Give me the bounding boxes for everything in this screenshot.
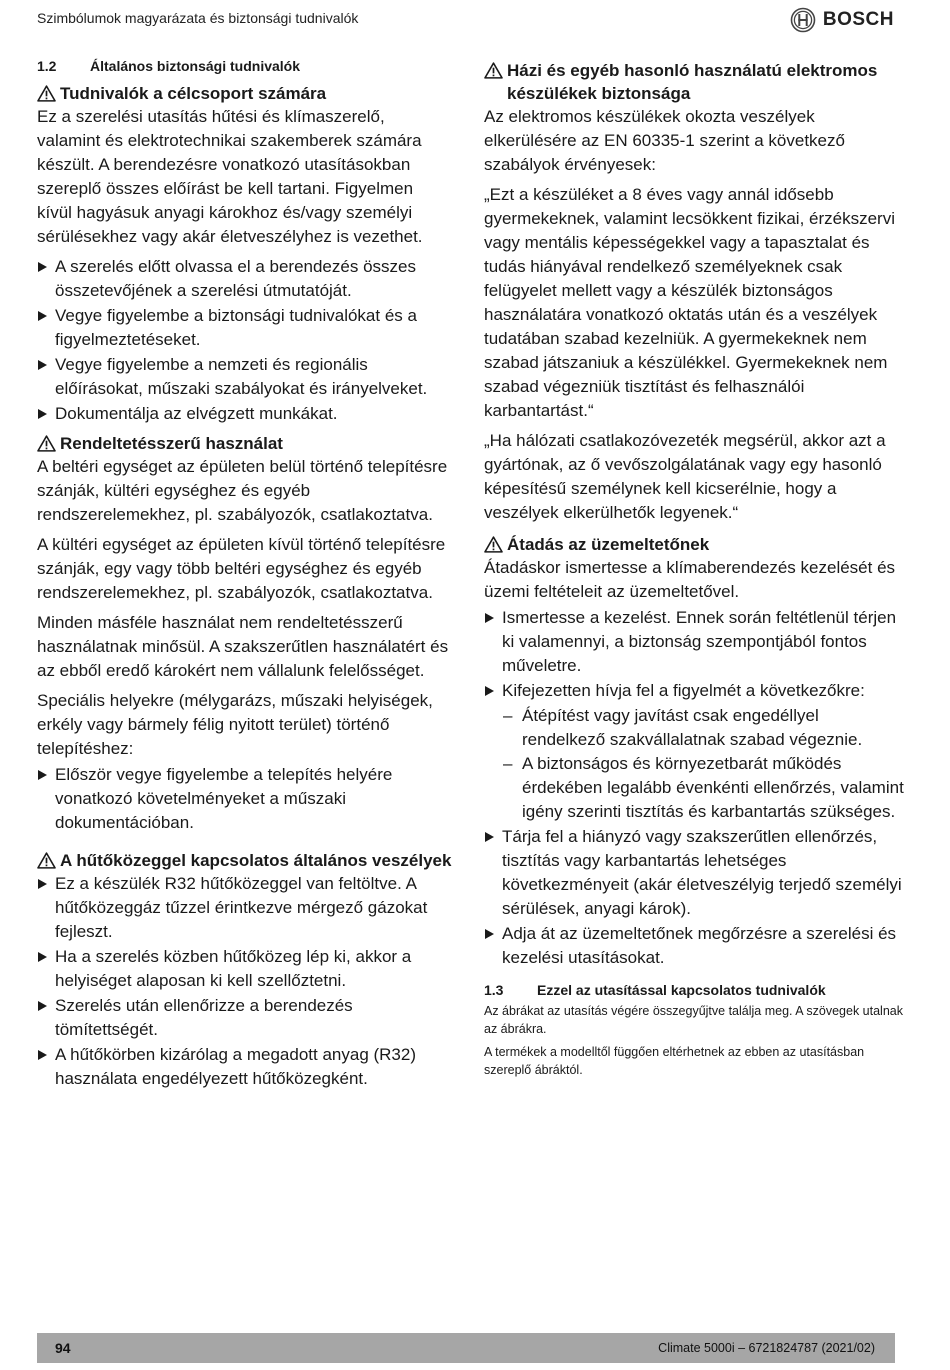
list-item: Adja át az üzemeltetőnek megőrzésre a szerelési és kezelési utasításokat.: [484, 922, 904, 970]
arrow-bullet-icon: [38, 879, 47, 889]
list-item: Vegye figyelembe a nemzeti és regionális előírásokat, műszaki szabályokat és irányelveket.: [37, 353, 452, 401]
arrow-bullet-icon: [38, 1001, 47, 1011]
page-number: 94: [55, 1340, 71, 1356]
arrow-bullet-icon: [38, 1050, 47, 1060]
subheading-intended-use: [37, 432, 452, 455]
list-item: A szerelés előtt olvassa el a berendezés összes összetevőjének a szerelési útmutatóját.: [37, 255, 452, 303]
household-paragraph-1: Az elektromos készülékek okozta veszélyek elkerülésére az EN 60335-1 szerint a következő szabályok érvényesek:: [484, 107, 845, 174]
list-item: Szerelés után ellenőrizze a berendezés tömítettségét.: [37, 994, 452, 1042]
brand: [790, 7, 894, 33]
subheading-text: A hűtőközeggel kapcsolatos általános veszélyek: [60, 851, 452, 870]
document-reference: Climate 5000i – 6721824787 (2021/02): [658, 1341, 875, 1355]
arrow-bullet-icon: [38, 409, 47, 419]
dash-bullet: –: [503, 706, 513, 725]
handover-dash-list: [502, 704, 904, 824]
list-item: Vegye figyelembe a biztonsági tudnivalókat és a figyelmeztetéseket.: [37, 304, 452, 352]
subheading-text: Rendeltetésszerű használat: [60, 434, 283, 453]
subheading-target-group: [37, 82, 452, 105]
arrow-bullet-icon: [38, 360, 47, 370]
refrigerant-list: [37, 872, 452, 1091]
bosch-logo-icon: [790, 7, 816, 33]
list-item: Először vegye figyelembe a telepítés helyére vonatkozó követelményeket a műszaki dokumentációban.: [37, 763, 452, 835]
subheading-text: Házi és egyéb hasonló használatú elektromos készülékek biztonsága: [507, 61, 878, 103]
warning-icon: [37, 85, 60, 105]
warning-icon: [37, 852, 60, 872]
list-item: – A biztonságos és környezetbarát működés érdekében legalább évenkénti ellenőrzés, valamint igény szerinti tisztítás és karbantartás szükséges.: [503, 754, 904, 821]
list-item: Kifejezetten hívja fel a figyelmét a következőkre: – Átépítést vagy javítást csak engedéllyel rendelkező szakvállalatnak szabad végeznie. – A biztonságos és környezetbarát működés érdekében legalább évenkénti ellenőrzés, valamint igény szerinti tisztítás és karbantartás szükséges.: [484, 679, 904, 824]
household-paragraph-3: „Ha hálózati csatlakozóvezeték megsérül, akkor azt a gyártónak, az ő vevőszolgálatának vagy egy hasonló képesítésű személynek kell kicserélnie, hogy a veszélyek elkerülhetők legyenek.“: [484, 431, 886, 522]
warning-icon: [37, 435, 60, 455]
arrow-bullet-icon: [38, 262, 47, 272]
handover-list: [484, 606, 904, 970]
list-item: Tárja fel a hiányzó vagy szakszerűtlen ellenőrzés, tisztítás vagy karbantartás lehetséges következményeit (akár életveszélyig terjedő személyi sérülések, anyagi károk).: [484, 825, 904, 921]
warning-icon: [484, 536, 507, 556]
intended-use-list: [37, 763, 452, 835]
arrow-bullet-icon: [38, 952, 47, 962]
target-group-paragraph: Ez a szerelési utasítás hűtési és klímaszerelő, valamint és elektrotechnikai szakemberek számára készült. A berendezésre vonatkozó utasításokban szereplő összes előírást be kell tartani. Figyelmen kívül hagyásuk anyagi károkhoz és/vagy személyi sérülésekhez vagy akár életveszélyhez is vezethet.: [37, 107, 423, 246]
section-1-3-paragraph-1: Az ábrákat az utasítás végére összegyűjtve találja meg. A szövegek utalnak az ábrákra.: [484, 1004, 903, 1036]
right-column: [484, 56, 904, 1084]
subheading-handover: [484, 533, 904, 556]
arrow-bullet-icon: [38, 311, 47, 321]
section-number: 1.3: [484, 982, 504, 998]
arrow-bullet-icon: [485, 929, 494, 939]
intended-use-paragraph-3: Minden másféle használat nem rendeltetésszerű használatnak minősül. A szakszerűtlen használatért és az ebből eredő károkért nem vállalunk felelősséget.: [37, 613, 449, 680]
section-title: Általános biztonsági tudnivalók: [90, 58, 301, 74]
running-header: Szimbólumok magyarázata és biztonsági tudnivalók: [37, 10, 359, 26]
warning-icon: [484, 62, 507, 105]
arrow-bullet-icon: [485, 686, 494, 696]
section-title: Ezzel az utasítással kapcsolatos tudnivalók: [537, 982, 826, 998]
left-column: [37, 58, 452, 1097]
list-item: Ez a készülék R32 hűtőközeggel van feltöltve. A hűtőközeggáz tűzzel érintkezve mérgező gázokat fejleszt.: [37, 872, 452, 944]
list-item: – Átépítést vagy javítást csak engedéllyel rendelkező szakvállalatnak szabad végeznie.: [503, 706, 863, 749]
target-group-list: [37, 255, 452, 426]
list-item: Dokumentálja az elvégzett munkákat.: [37, 402, 452, 426]
subheading-text: Tudnivalók a célcsoport számára: [60, 84, 327, 103]
handover-paragraph: Átadáskor ismertesse a klímaberendezés kezelését és üzemi feltételeit az üzemeltetővel.: [484, 558, 896, 601]
arrow-bullet-icon: [485, 613, 494, 623]
subheading-refrigerant: [37, 849, 452, 872]
section-number: 1.2: [37, 58, 57, 74]
intended-use-paragraph-1: A beltéri egységet az épületen belül történő telepítésre szánják, kültéri egységhez és egyéb rendszerelemekhez, pl. szabályozók, csatlakoztatva.: [37, 457, 448, 524]
list-item: Ha a szerelés közben hűtőközeg lép ki, akkor a helyiséget alaposan ki kell szellőztetni.: [37, 945, 452, 993]
arrow-bullet-icon: [38, 770, 47, 780]
intended-use-paragraph-2: A kültéri egységet az épületen kívül történő telepítésre szánják, egy vagy több beltéri egységhez és egyéb rendszerelemekhez, pl. szabályozók, csatlakoztatva.: [37, 535, 446, 602]
list-item: Ismertesse a kezelést. Ennek során feltétlenül térjen ki valamennyi, a biztonság szempontjából fontos műveletre.: [484, 606, 904, 678]
brand-name: BOSCH: [822, 9, 894, 30]
section-1-3-paragraph-2: A termékek a modelltől függően eltérhetnek az ebben az utasításban szereplő ábráktól.: [484, 1045, 865, 1077]
subheading-text: Átadás az üzemeltetőnek: [507, 535, 710, 554]
household-paragraph-2: „Ezt a készüléket a 8 éves vagy annál idősebb gyermekeknek, valamint lecsökkent fizikai, érzékszervi vagy mentális képességekkel vagy a tapasztalat és tudás hiányával rendelkező személyeknek csak felügyelet mellett vagy a készülék biztonságos használatára vonatkozó oktatás után és a veszélyek tudatában szabad kezelniük. A gyermekeknek nem szabad játszaniuk a készülékkel. Gyermekeknek nem szabad végezniük tisztítást és felhasználói karbantartást.“: [484, 185, 895, 420]
dash-bullet: –: [503, 754, 513, 773]
page-footer: [37, 1333, 895, 1363]
subheading-household: [484, 59, 904, 105]
intended-use-paragraph-4: Speciális helyekre (mélygarázs, műszaki helyiségek, erkély vagy bármely félig nyitott terület) történő telepítéshez:: [37, 691, 433, 758]
list-item: A hűtőkörben kizárólag a megadott anyag (R32) használata engedélyezett hűtőközegként.: [37, 1043, 452, 1091]
section-heading-1-3: [484, 982, 904, 998]
arrow-bullet-icon: [485, 832, 494, 842]
section-heading-1-2: [37, 58, 452, 74]
